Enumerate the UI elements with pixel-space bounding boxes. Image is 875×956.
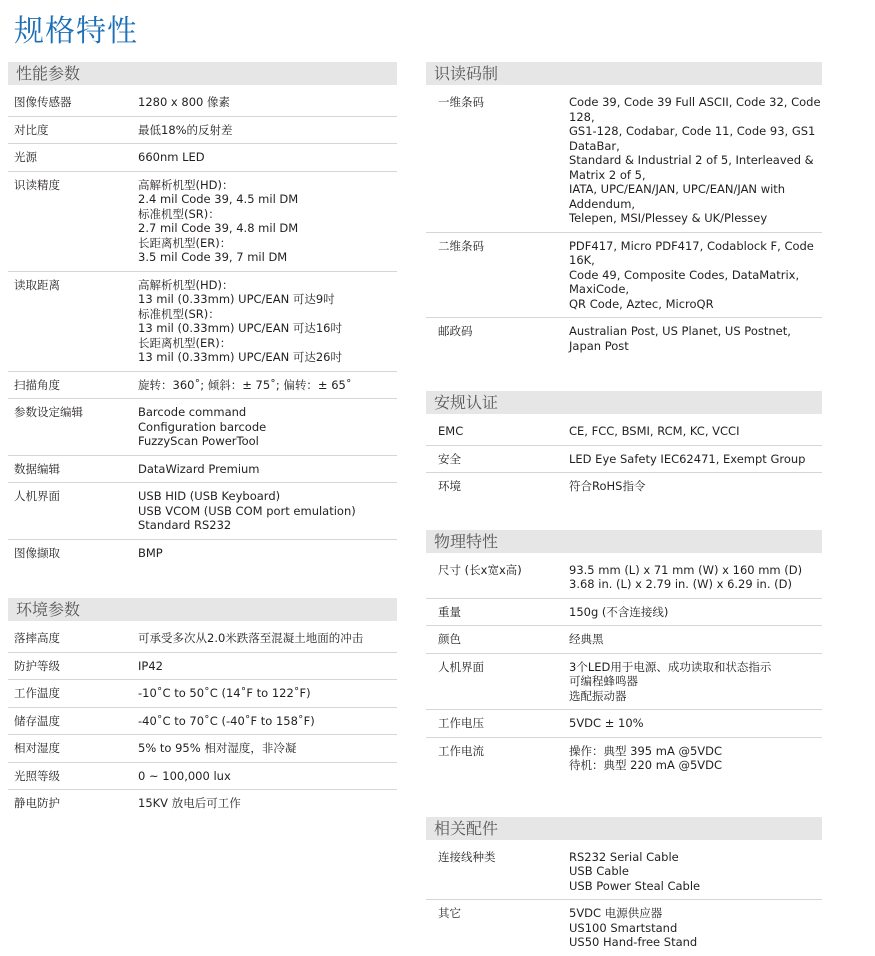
spec-row [8, 735, 397, 763]
spec-row [8, 680, 397, 708]
certifications-rows [426, 418, 822, 500]
physical-rows [426, 557, 822, 779]
spec-value: 旋转：360˚; 倾斜：± 75˚; 偏转：± 65˚ [138, 377, 352, 392]
spec-label: 尺寸 (长x宽x高) [438, 562, 522, 577]
spec-value: Australian Post, US Planet, US Postnet, Japan Post [569, 324, 791, 353]
performance-heading: 性能参数 [8, 62, 397, 85]
spec-row [8, 456, 397, 484]
spec-row [8, 763, 397, 791]
spec-label: 读取距离 [14, 277, 60, 292]
performance-section [8, 62, 397, 566]
certifications-section [426, 391, 822, 500]
spec-row [426, 473, 822, 500]
spec-label: 二维条码 [438, 238, 484, 253]
spec-value: 可承受多次从2.0米跌落至混凝土地面的冲击 [138, 631, 364, 645]
spec-label: 储存温度 [14, 713, 60, 728]
spec-label: 人机界面 [14, 489, 60, 503]
spec-row [426, 900, 822, 956]
accessories-heading: 相关配件 [426, 817, 822, 840]
spec-value: 660nm LED [138, 150, 205, 164]
spec-value: 3个LED用于电源、成功读取和状态指示 可编程蜂鸣器 选配振动器 [569, 659, 772, 703]
spec-label: 颜色 [438, 632, 461, 646]
spec-value: 操作：典型 395 mA @5VDC 待机：典型 220 mA @5VDC [569, 743, 723, 772]
environment-heading: 环境参数 [8, 598, 397, 621]
spec-label: 数据编辑 [14, 461, 60, 476]
spec-row [426, 710, 822, 738]
spec-row [8, 625, 397, 653]
spec-row [8, 790, 397, 817]
spec-row [8, 89, 397, 117]
spec-row [8, 399, 397, 456]
spec-label: 相对湿度 [14, 741, 60, 755]
spec-value: 150g (不含连接线) [569, 604, 669, 619]
right-column [426, 62, 822, 956]
spec-row [426, 446, 822, 474]
spec-row [8, 483, 397, 540]
spec-label: 防护等级 [14, 658, 60, 673]
spec-row [426, 89, 822, 233]
spec-value: 高解析机型(HD)： 13 mil (0.33mm) UPC/EAN 可达9吋 标准机型(SR)： 13 mil (0.33mm) UPC/EAN 可达16吋 长距离机型(ER)： 13 mil (0.33mm) UPC/EAN 可达26吋 [138, 277, 342, 364]
spec-label: 重量 [438, 604, 461, 619]
left-column [8, 62, 397, 817]
spec-row [8, 117, 397, 145]
spec-value: 经典黑 [569, 632, 604, 646]
spec-row [426, 557, 822, 599]
spec-label: 图像撷取 [14, 545, 60, 560]
spec-label: 落摔高度 [14, 631, 60, 645]
spec-label: 工作电流 [438, 743, 484, 758]
spec-label: 工作电压 [438, 716, 484, 730]
spec-value: CE, FCC, BSMI, RCM, KC, VCCI [569, 424, 740, 438]
spec-value: 0 ~ 100,000 lux [138, 768, 231, 783]
spec-row [8, 144, 397, 172]
spec-row [426, 599, 822, 627]
accessories-rows [426, 844, 822, 956]
spec-label: 连接线种类 [438, 849, 496, 864]
spec-label: 参数设定编辑 [14, 405, 83, 419]
symbologies-heading: 识读码制 [426, 62, 822, 85]
spec-value: 1280 x 800 像素 [138, 95, 230, 109]
spec-label: 光源 [14, 150, 37, 164]
spec-label: 静电防护 [14, 796, 60, 810]
spec-row [8, 540, 397, 567]
spec-row [8, 653, 397, 681]
spec-row [8, 272, 397, 372]
spec-row [426, 318, 822, 359]
spec-label: 一维条码 [438, 95, 484, 109]
spec-value: LED Eye Safety IEC62471, Exempt Group [569, 451, 806, 466]
spec-label: 人机界面 [438, 659, 484, 674]
spec-value: 高解析机型(HD)： 2.4 mil Code 39, 4.5 mil DM 标准机型(SR)： 2.7 mil Code 39, 4.8 mil DM 长距离机型(ER)： 3.5 mil Code 39, 7 mil DM [138, 177, 299, 264]
spec-row [426, 233, 822, 319]
spec-row [8, 172, 397, 272]
spec-row [426, 626, 822, 654]
spec-value: Barcode command Configuration barcode FuzzyScan PowerTool [138, 405, 267, 448]
spec-value: DataWizard Premium [138, 461, 260, 476]
spec-label: EMC [438, 424, 464, 438]
spec-value: 93.5 mm (L) x 71 mm (W) x 160 mm (D) 3.68 in. (L) x 2.79 in. (W) x 6.29 in. (D) [569, 562, 803, 591]
spec-value: PDF417, Micro PDF417, Codablock F, Code 16K, Code 49, Composite Codes, DataMatrix, MaxiCode, QR Code, Aztec, MicroQR [569, 238, 814, 311]
spec-row [8, 708, 397, 736]
page-title: 规格特性 [14, 14, 138, 49]
symbologies-section [426, 62, 822, 359]
spec-label: 其它 [438, 906, 461, 920]
accessories-section [426, 817, 822, 956]
environment-rows [8, 625, 397, 817]
spec-value: 5VDC ± 10% [569, 716, 644, 730]
spec-row [426, 738, 822, 779]
spec-label: 光照等级 [14, 768, 60, 783]
spec-label: 工作温度 [14, 686, 60, 700]
spec-value: USB HID (USB Keyboard) USB VCOM (USB COM port emulation) Standard RS232 [138, 489, 356, 532]
physical-heading: 物理特性 [426, 530, 822, 553]
spec-label: 图像传感器 [14, 95, 72, 109]
spec-value: IP42 [138, 658, 163, 673]
environment-section [8, 598, 397, 817]
certifications-heading: 安规认证 [426, 391, 822, 414]
spec-value: BMP [138, 545, 163, 560]
spec-value: RS232 Serial Cable USB Cable USB Power Steal Cable [569, 849, 701, 893]
spec-value: 符合RoHS指令 [569, 479, 646, 493]
spec-value: 5% to 95% 相对湿度，非冷凝 [138, 741, 297, 755]
spec-value: Code 39, Code 39 Full ASCII, Code 32, Code 128, GS1-128, Codabar, Code 11, Code 93, GS1 DataBar, Standard & Industrial 2 of 5, Interleaved & Matrix 2 of 5, IATA, UPC/EAN/JAN, UPC/EAN/JAN with Addendum, Telepen, MSI/Plessey & UK/Plessey [569, 95, 821, 225]
physical-section [426, 530, 822, 779]
spec-row [426, 844, 822, 901]
spec-row [426, 418, 822, 446]
spec-value: 最低18%的反射差 [138, 122, 233, 137]
spec-row [426, 654, 822, 711]
spec-label: 环境 [438, 479, 461, 493]
spec-value: 5VDC 电源供应器 US100 Smartstand US50 Hand-free Stand [569, 906, 698, 949]
spec-label: 邮政码 [438, 324, 473, 338]
spec-value: -40˚C to 70˚C (-40˚F to 158˚F) [138, 713, 315, 728]
spec-value: -10˚C to 50˚C (14˚F to 122˚F) [138, 686, 311, 700]
symbologies-rows [426, 89, 822, 359]
spec-label: 扫描角度 [14, 377, 60, 392]
spec-label: 对比度 [14, 122, 49, 137]
spec-row [8, 372, 397, 400]
performance-rows [8, 89, 397, 566]
spec-label: 安全 [438, 451, 461, 466]
spec-label: 识读精度 [14, 177, 60, 192]
spec-value: 15KV 放电后可工作 [138, 796, 241, 810]
